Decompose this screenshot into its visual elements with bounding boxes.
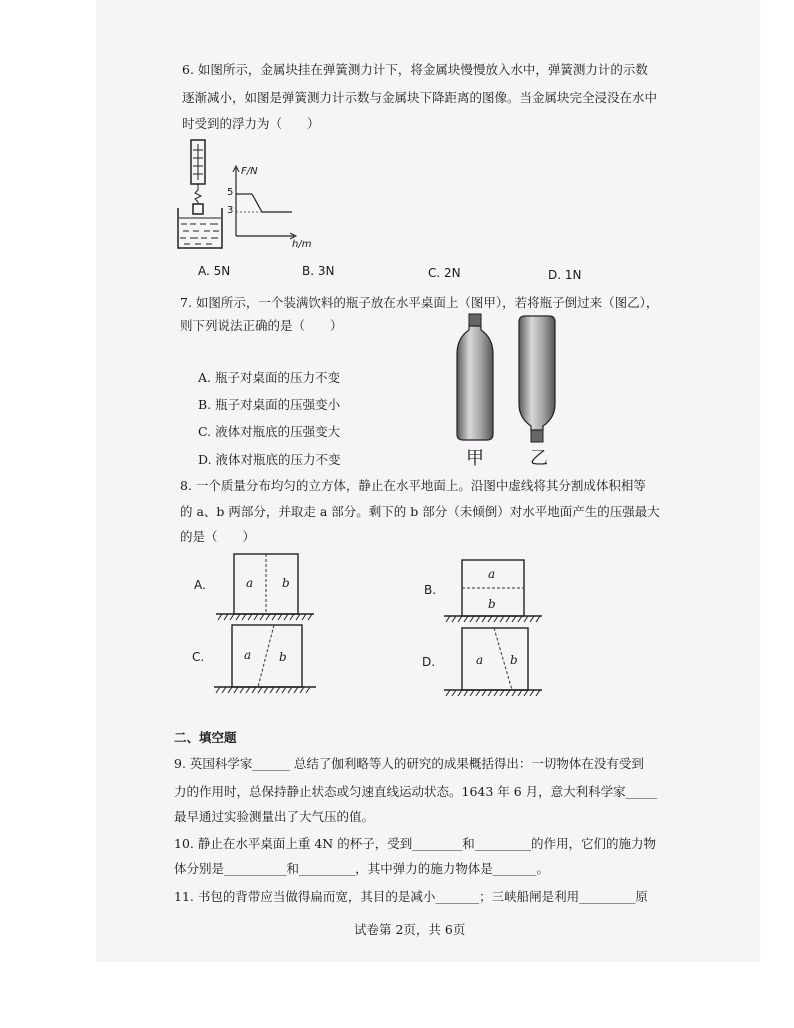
force-distance-graph: [222, 160, 322, 250]
cube-c-part-a: a: [244, 648, 252, 662]
cube-figure-a: [214, 552, 318, 622]
q9-line-3: 最早通过实验测量出了大气压的值。: [174, 809, 375, 824]
cube-a-part-a: a: [246, 576, 254, 590]
cube-b-part-a: a: [488, 567, 496, 581]
q8-line-3: 的是（ ）: [180, 529, 256, 544]
q8-option-a[interactable]: A.: [194, 578, 206, 592]
q8-line-2: 的 a、b 两部分，并取走 a 部分。剩下的 b 部分（未倾倒）对水平地面产生的压强最大: [180, 504, 660, 519]
q6-option-b[interactable]: B. 3N: [302, 264, 335, 278]
q6-line-1: 6. 如图所示，金属块挂在弹簧测力计下，将金属块慢慢放入水中，弹簧测力计的示数: [182, 62, 648, 77]
graph-x-axis-label: h/m: [292, 239, 312, 250]
cube-figure-d: [442, 626, 546, 696]
q6-line-3: 时受到的浮力为（ ）: [182, 116, 320, 131]
section-2-title: 二、填空题: [174, 730, 237, 745]
bottle-upright-figure: [452, 312, 498, 444]
q11-line-1: 11. 书包的背带应当做得扁而宽，其目的是减小_______；三峡船闸是利用_________原: [174, 889, 648, 904]
q8-line-1: 8. 一个质量分布均匀的立方体，静止在水平地面上。沿图中虚线将其分割成体积相等: [180, 478, 646, 493]
bottle-inverted-figure: [514, 312, 560, 444]
q7-option-d[interactable]: D. 液体对瓶底的压力不变: [198, 452, 341, 467]
cube-d-part-b: b: [510, 653, 518, 667]
cube-a-part-b: b: [282, 576, 290, 590]
figure-label-jia: 甲: [466, 448, 484, 469]
q6-option-d[interactable]: D. 1N: [548, 268, 582, 282]
cube-d-part-a: a: [476, 653, 484, 667]
q9-line-2: 力的作用时，总保持静止状态或匀速直线运动状态。1643 年 6 月，意大利科学家_____: [174, 784, 657, 799]
q8-option-c[interactable]: C.: [192, 650, 205, 664]
page-footer: 试卷第 2页，共 6页: [354, 922, 466, 937]
graph-tick-5: 5: [227, 187, 234, 198]
q7-line-1: 7. 如图所示，一个装满饮料的瓶子放在水平桌面上（图甲），若将瓶子倒过来（图乙），: [180, 295, 659, 310]
figure-label-yi: 乙: [530, 448, 548, 469]
q10-line-2: 体分别是__________和_________，其中弹力的施力物体是_______。: [174, 861, 550, 876]
q9-line-1: 9. 英国科学家______ 总结了伽利略等人的研究的成果概括得出：一切物体在没有受到: [174, 756, 644, 771]
cube-b-part-b: b: [488, 597, 496, 611]
cube-figure-c: [212, 623, 320, 695]
q7-option-c[interactable]: C. 液体对瓶底的压强变大: [198, 424, 341, 439]
q6-option-c[interactable]: C. 2N: [428, 266, 461, 280]
q7-line-2: 则下列说法正确的是（ ）: [180, 318, 343, 333]
cube-c-part-b: b: [279, 650, 287, 664]
q7-option-a[interactable]: A. 瓶子对桌面的压力不变: [198, 370, 340, 385]
q8-option-d[interactable]: D.: [422, 655, 436, 669]
graph-y-axis-label: F/N: [241, 166, 258, 177]
q10-line-1: 10. 静止在水平桌面上重 4N 的杯子，受到________和_________的作用，它们的施力物: [174, 836, 656, 851]
q6-line-2: 逐渐减小，如图是弹簧测力计示数与金属块下降距离的图像。当金属块完全浸没在水中: [182, 90, 658, 105]
graph-tick-3: 3: [227, 205, 234, 216]
q6-option-a[interactable]: A. 5N: [198, 264, 231, 278]
q7-option-b[interactable]: B. 瓶子对桌面的压强变小: [198, 397, 341, 412]
q8-option-b[interactable]: B.: [424, 583, 437, 597]
